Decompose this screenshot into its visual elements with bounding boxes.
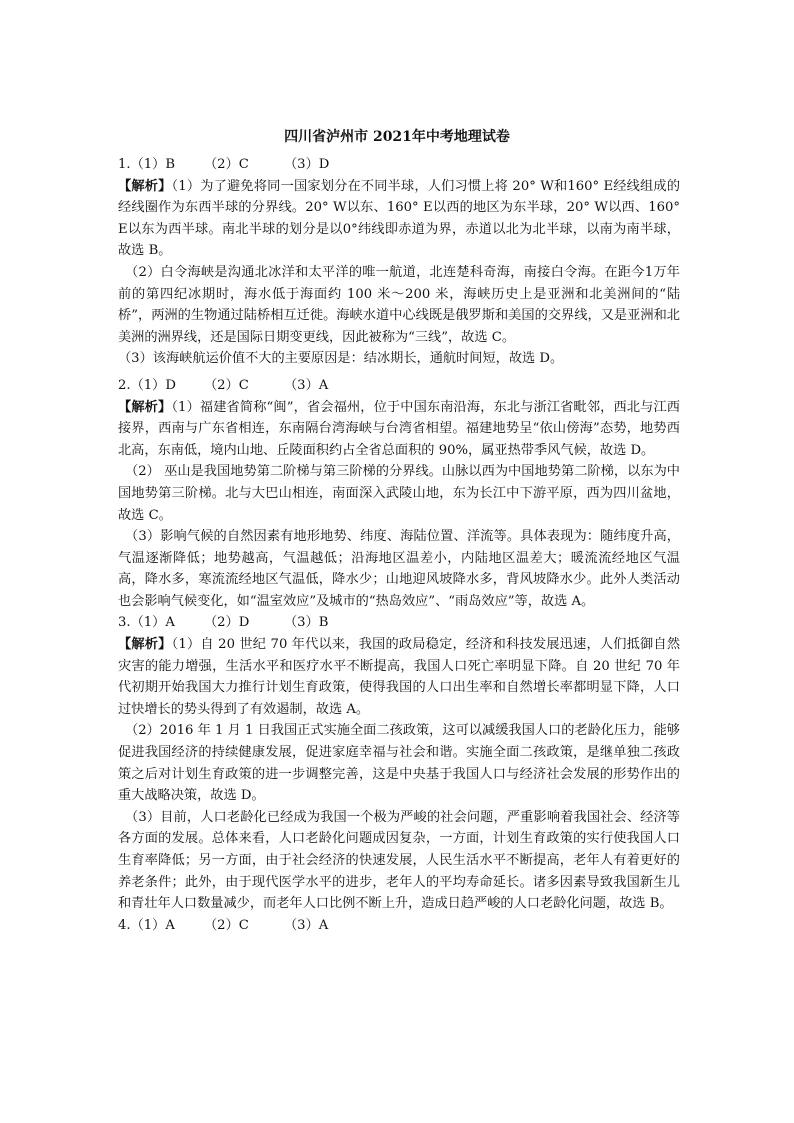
analysis-paragraph: （2） 巫山是我国地势第二阶梯与第三阶梯的分界线。山脉以西为中国地势第二阶梯，以东为中国地势第三阶梯。北与大巴山相连，南面深入武陵山地，东为长江中下游平原，西为四川盆地，故选 C。	[118, 464, 680, 523]
analysis-paragraph: （3）目前，人口老龄化已经成为我国一个极为严峻的社会问题，严重影响着我国社会、经济等各方面的发展。总体来看，人口老龄化问题成因复杂，一方面，计划生育政策的实行使我国人口生育率降低；另一方面，由于社会经济的快速发展，人民生活水平不断提高，老年人有着更好的养老条件；此外，由于现代医学水平的进步，老年人的平均寿命延长。诸多因素导致我国新生儿和青壮年人口数量减少，而老年人口比例不断上升，造成日趋严峻的人口老龄化问题，故选 B。	[118, 809, 680, 912]
question-1	[118, 154, 680, 370]
page-title: 四川省泸州市 2021年中考地理试卷	[284, 129, 510, 145]
question-3	[118, 612, 680, 914]
analysis-paragraph: （3）该海峡航运价值不大的主要原因是：结冰期长，通航时间短，故选 D。	[118, 351, 564, 367]
answer-3: （3）A	[284, 917, 329, 933]
answer-1: 1.（1）B	[118, 157, 176, 172]
analysis-paragraph	[118, 176, 680, 262]
answer-line	[118, 612, 680, 634]
analysis-text: （1）为了避免将同一国家划分在不同半球，人们习惯上将 20° W和160° E经线组成的经线圈作为东西半球的分界线。20° W以东、160° E以西的地区为东半球，20° W以西、160° E以东为西半球。南北半球的划分是以0°纬线即赤道为界，赤道以北为北半球，以南为南半球，故选 B。	[118, 178, 681, 259]
answer-2: （2）C	[204, 917, 249, 933]
answer-1: 3.（1）A	[118, 615, 175, 631]
answer-2: （2）C	[204, 157, 249, 172]
answer-1: 4.（1）A	[118, 917, 175, 933]
answer-3: （3）B	[284, 615, 329, 631]
answer-line	[118, 375, 680, 397]
question-4	[118, 915, 680, 937]
analysis-text: （1）自 20 世纪 70 年代以来，我国的政局稳定，经济和科技发展迅速，人们抵御自然灾害的能力增强，生活水平和医疗水平不断提高，我国人口死亡率明显下降。自 20 世纪 70 年代初期开始我国大力推行计划生育政策，使得我国的人口出生率和自然增长率都明显下降，人口过快增长的势头得到了有效遏制，故选 A。	[118, 637, 681, 717]
answer-2: （2）C	[204, 377, 249, 393]
analysis-paragraph	[118, 397, 680, 462]
answer-3: （3）A	[284, 377, 329, 393]
question-2	[118, 375, 680, 613]
analysis-label: 【解析】	[118, 399, 172, 415]
answer-1: 2.（1）D	[118, 377, 176, 393]
answer-line	[118, 154, 680, 176]
analysis-paragraph	[118, 634, 680, 720]
answer-line	[118, 915, 680, 937]
analysis-label: 【解析】	[118, 637, 172, 653]
analysis-paragraph: （3）影响气候的自然因素有地形地势、纬度、海陆位置、洋流等。具体表现为：随纬度升高，气温逐渐降低；地势越高，气温越低；沿海地区温差小，内陆地区温差大；暖流流经地区气温高，降水多，寒流流经地区气温低，降水少；山地迎风坡降水多，背风坡降水少。此外人类活动也会影响气候变化，如“温室效应”及城市的“热岛效应”、“雨岛效应”等，故选 A。	[118, 529, 680, 609]
analysis-paragraph: （2）白令海峡是沟通北冰洋和太平洋的唯一航道，北连楚科奇海，南接白令海。在距今1万年前的第四纪冰期时，海水低于海面约 100 米～200 米，海峡历史上是亚洲和北美洲间的“陆桥”，两洲的生物通过陆桥相互迁徙。海峡水道中心线既是俄罗斯和美国的交界线，又是亚洲和北美洲的洲界线，还是国际日期变更线，因此被称为“三线”，故选 C。	[118, 264, 680, 345]
analysis-label: 【解析】	[118, 178, 172, 194]
analysis-text: （1）福建省简称“闽”，省会福州，位于中国东南沿海，东北与浙江省毗邻，西北与江西接界，西南与广东省相连，东南隔台湾海峡与台湾省相望。福建地势呈“依山傍海”态势，地势西北高，东南低，境内山地、丘陵面积约占全省总面积的 90%，属亚热带季风气候，故选 D。	[118, 399, 680, 458]
answer-2: （2）D	[204, 615, 250, 631]
answer-content	[118, 154, 680, 936]
answer-3: （3）D	[284, 157, 330, 172]
analysis-paragraph: （2）2016 年 1 月 1 日我国正式实施全面二孩政策，这可以减缓我国人口的老龄化压力，能够促进我国经济的持续健康发展，促进家庭幸福与社会和谐。实施全面二孩政策，是继单独二孩政策之后对计划生育政策的进一步调整完善，这是中央基于我国人口与经济社会发展的形势作出的重大战略决策，故选 D。	[118, 723, 680, 804]
